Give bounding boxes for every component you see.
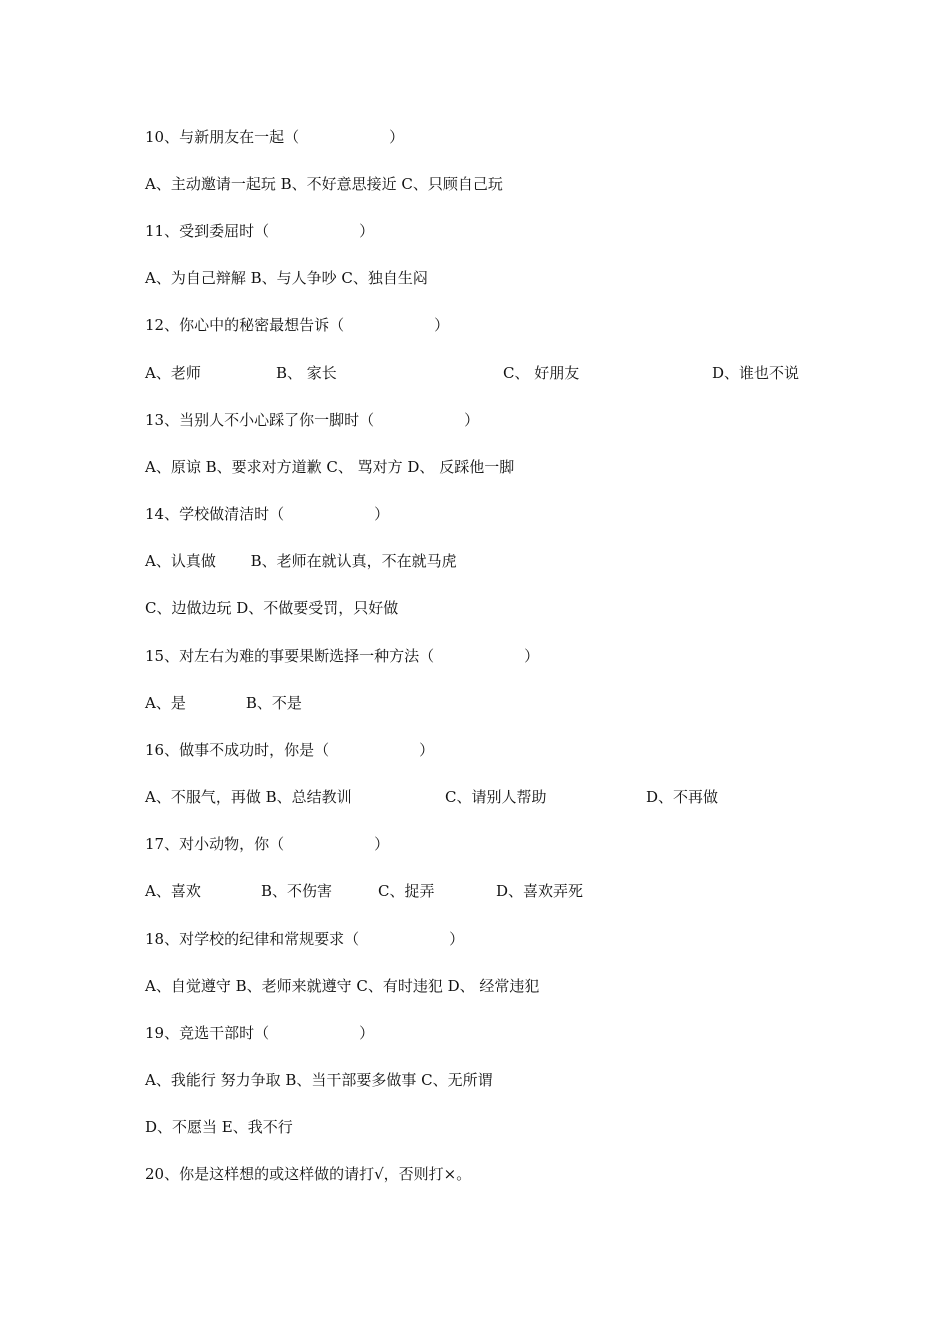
question-16-option-ab: A、不服气，再做 B、总结教训 — [145, 788, 352, 806]
question-16-option-c: C、请别人帮助 — [445, 788, 547, 806]
question-13: 13、当别人不小心踩了你一脚时（ ） — [145, 411, 480, 429]
question-15-options: A、是 B、不是 — [145, 694, 302, 712]
question-11: 11、受到委屈时（ ） — [145, 222, 375, 240]
question-17-option-d: D、喜欢弄死 — [496, 882, 584, 900]
question-15: 15、对左右为难的事要果断选择一种方法（ ） — [145, 647, 540, 665]
question-17-options — [145, 879, 845, 903]
question-13-options: A、原谅 B、要求对方道歉 C、 骂对方 D、 反踩他一脚 — [145, 458, 515, 476]
question-10-options: A、主动邀请一起玩 B、不好意思接近 C、只顾自己玩 — [145, 175, 503, 193]
question-18: 18、对学校的纪律和常规要求（ ） — [145, 930, 465, 948]
question-14-options-line-2: C、边做边玩 D、不做要受罚，只好做 — [145, 599, 399, 617]
question-14: 14、学校做清洁时（ ） — [145, 505, 390, 523]
question-12-option-b: B、 家长 — [276, 364, 337, 382]
question-19-options-line-2: D、不愿当 E、我不行 — [145, 1118, 293, 1136]
question-16-options — [145, 785, 845, 809]
question-12-option-a: A、老师 — [145, 364, 201, 382]
question-17-option-a: A、喜欢 — [145, 882, 201, 900]
question-12-options — [145, 361, 845, 385]
question-18-options: A、自觉遵守 B、老师来就遵守 C、有时违犯 D、 经常违犯 — [145, 977, 540, 995]
question-12-option-c: C、 好朋友 — [503, 364, 580, 382]
question-19-options-line-1: A、我能行 努力争取 B、当干部要多做事 C、无所谓 — [145, 1071, 493, 1089]
question-19: 19、竞选干部时（ ） — [145, 1024, 375, 1042]
question-12-option-d: D、谁也不说 — [712, 364, 800, 382]
question-17-option-c: C、捉弄 — [378, 882, 435, 900]
question-17-option-b: B、不伤害 — [261, 882, 333, 900]
question-20: 20、你是这样想的或这样做的请打√，否则打×。 — [145, 1165, 472, 1183]
question-11-options: A、为自己辩解 B、与人争吵 C、独自生闷 — [145, 269, 428, 287]
question-14-options-line-1: A、认真做 B、老师在就认真，不在就马虎 — [145, 552, 457, 570]
question-12: 12、你心中的秘密最想告诉（ ） — [145, 316, 450, 334]
question-10: 10、与新朋友在一起（ ） — [145, 128, 405, 146]
question-16-option-d: D、不再做 — [646, 788, 719, 806]
question-17: 17、对小动物，你（ ） — [145, 835, 390, 853]
question-16: 16、做事不成功时，你是（ ） — [145, 741, 435, 759]
